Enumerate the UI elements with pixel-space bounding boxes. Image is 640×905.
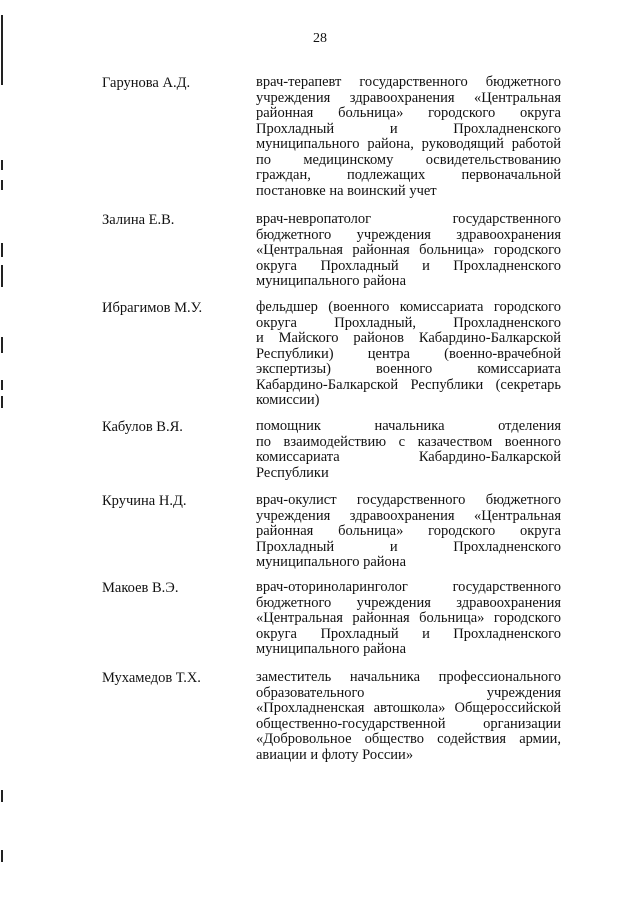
position-text-line: граждан, подлежащих первоначальной <box>256 167 561 183</box>
member-position <box>256 493 561 571</box>
scan-mark <box>1 337 3 353</box>
scan-mark <box>1 180 3 190</box>
position-text-line: врач-окулист государственного бюджетного <box>256 492 561 508</box>
position-text-line: Республики) центра (военно-врачебной <box>256 345 561 362</box>
position-text-line: Прохладный и Прохладненского <box>256 120 561 137</box>
scan-mark <box>1 265 3 287</box>
position-text-line: помощник начальника отделения <box>256 418 561 434</box>
scan-mark <box>1 396 3 408</box>
position-text-line: муниципального района, руководящий работой <box>256 136 561 152</box>
member-name: Залина Е.В. <box>102 212 175 228</box>
page-number: 28 <box>313 31 327 46</box>
position-text-line: Республики <box>256 464 329 481</box>
position-text-line: муниципального района <box>256 273 406 289</box>
position-text-line: по медицинскому освидетельствованию <box>256 151 561 168</box>
scan-mark <box>1 160 3 170</box>
position-text-line: «Центральная районная больница» городского <box>256 610 561 626</box>
position-text-line: авиации и флоту России» <box>256 746 414 763</box>
position-text-line: муниципального района <box>256 641 406 657</box>
position-text-line: образовательного учреждения <box>256 684 561 701</box>
member-name: Кручина Н.Д. <box>102 493 187 509</box>
member-position <box>256 212 561 290</box>
member-position <box>256 300 561 409</box>
position-text-line: бюджетного учреждения здравоохранения <box>256 226 561 243</box>
member-position <box>256 670 561 763</box>
position-text-line: врач-терапевт государственного бюджетного <box>256 74 561 90</box>
position-text-line: фельдшер (военного комиссариата городского <box>256 299 561 315</box>
scan-mark <box>1 243 3 257</box>
member-name: Кабулов В.Я. <box>102 419 183 435</box>
position-text-line: округа Прохладный, Прохладненского <box>256 314 561 331</box>
scan-mark <box>1 380 3 390</box>
position-text-line: заместитель начальника профессионального <box>256 669 561 685</box>
position-text-line: по взаимодействию с казачеством военного <box>256 433 561 450</box>
position-text-line: общественно-государственной организации <box>256 715 561 732</box>
member-name: Ибрагимов М.У. <box>102 300 203 316</box>
position-text-line: «Добровольное общество содействия армии, <box>256 731 561 747</box>
position-text-line: постановке на воинский учет <box>256 182 437 199</box>
position-text-line: районная больница» городского округа <box>256 105 561 121</box>
position-text-line: учреждения здравоохранения «Центральная <box>256 507 561 524</box>
position-text-line: округа Прохладный и Прохладненского <box>256 625 561 642</box>
scan-mark <box>1 790 3 802</box>
position-text-line: «Прохладненская автошкола» Общероссийской <box>256 700 561 716</box>
position-text-line: муниципального района <box>256 554 406 570</box>
member-name: Гарунова А.Д. <box>102 75 191 91</box>
member-position <box>256 419 561 481</box>
position-text-line: экспертизы) военного комиссариата <box>256 361 561 377</box>
position-text-line: комиссариата Кабардино-Балкарской <box>256 449 561 465</box>
member-name: Макоев В.Э. <box>102 580 179 596</box>
position-text-line: бюджетного учреждения здравоохранения <box>256 594 561 611</box>
scan-mark <box>1 15 3 85</box>
scan-mark <box>1 850 3 862</box>
position-text-line: комиссии) <box>256 392 320 408</box>
position-text-line: учреждения здравоохранения «Центральная <box>256 89 561 106</box>
position-text-line: Прохладный и Прохладненского <box>256 538 561 555</box>
member-position <box>256 580 561 658</box>
position-text-line: Кабардино-Балкарской Республики (секретарь <box>256 376 561 393</box>
position-text-line: и Майского районов Кабардино-Балкарской <box>256 330 561 346</box>
position-text-line: районная больница» городского округа <box>256 523 561 539</box>
position-text-line: «Центральная районная больница» городского <box>256 242 561 258</box>
position-text-line: врач-оториноларинголог государственного <box>256 579 561 595</box>
member-position <box>256 75 561 199</box>
member-name: Мухамедов Т.Х. <box>102 670 201 686</box>
position-text-line: округа Прохладный и Прохладненского <box>256 257 561 274</box>
position-text-line: врач-невропатолог государственного <box>256 211 561 227</box>
